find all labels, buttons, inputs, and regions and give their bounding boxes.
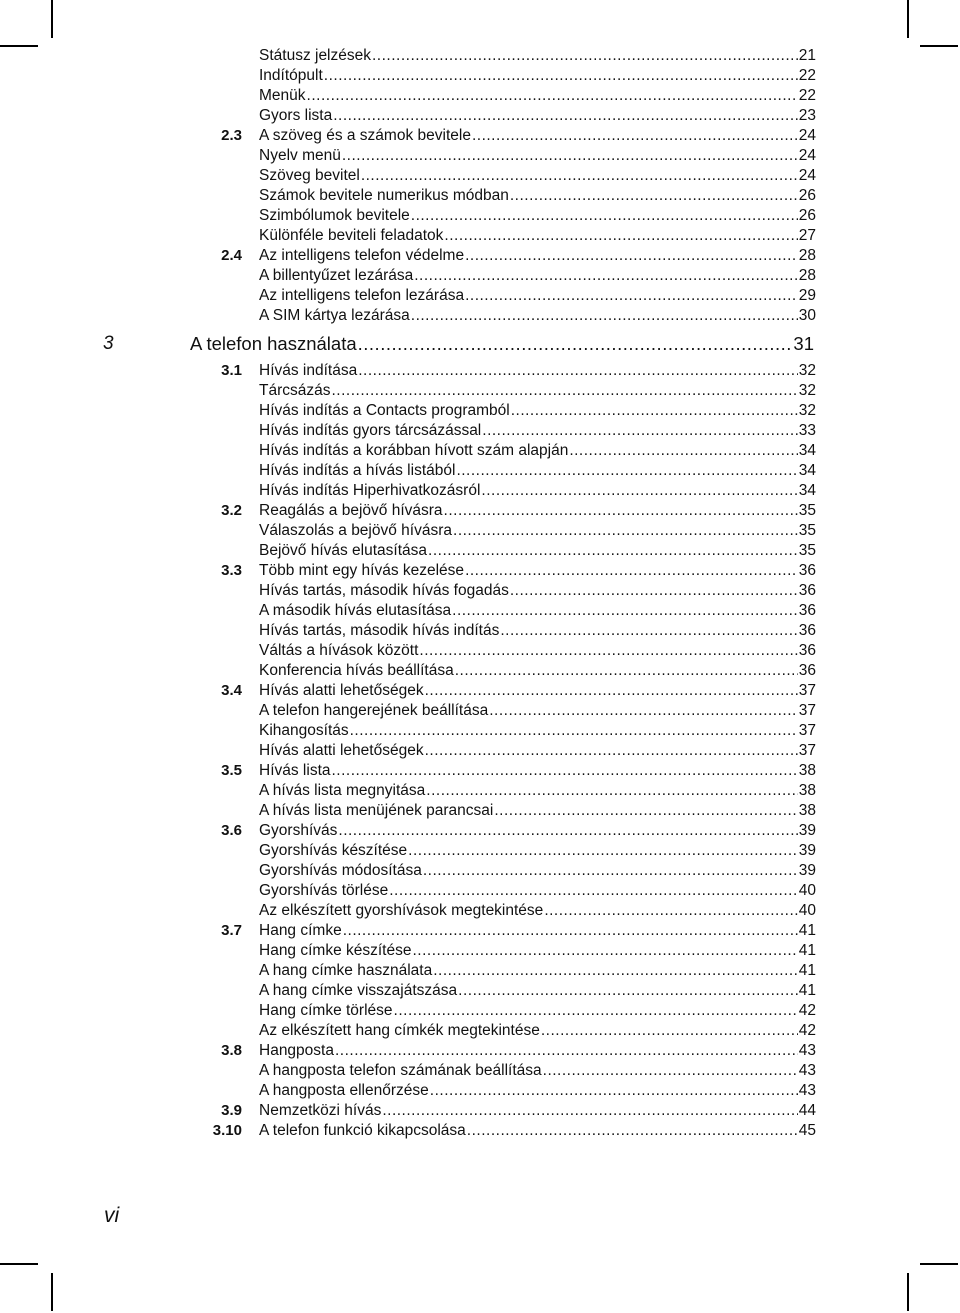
toc-entry[interactable] <box>0 226 960 246</box>
entry-page-number: 24 <box>798 167 816 184</box>
crop-mark <box>0 1263 38 1265</box>
toc-entry-line <box>259 1041 816 1061</box>
toc-entry[interactable] <box>0 601 960 621</box>
entry-title: Tárcsázás <box>259 382 331 399</box>
toc-entry[interactable] <box>0 681 960 701</box>
toc-entry-line <box>259 206 816 226</box>
entry-page-number: 41 <box>798 962 816 979</box>
entry-title: Menük <box>259 87 306 104</box>
crop-mark <box>51 1273 53 1311</box>
toc-entry[interactable] <box>0 126 960 146</box>
toc-entry[interactable] <box>0 801 960 821</box>
entry-title: Az intelligens telefon lezárása <box>259 287 465 304</box>
toc-entry-line <box>259 501 816 521</box>
toc-entry[interactable] <box>0 701 960 721</box>
toc-entry[interactable] <box>0 1021 960 1041</box>
toc-entry-line <box>259 581 816 601</box>
toc-entry-line <box>259 981 816 1001</box>
entry-page-number: 42 <box>798 1022 816 1039</box>
dot-leader <box>444 226 797 246</box>
toc-entry[interactable] <box>0 941 960 961</box>
section-number: 3.4 <box>221 682 242 699</box>
section-number: 3.1 <box>221 362 242 379</box>
toc-entry-line <box>259 146 816 166</box>
toc-entry[interactable] <box>0 166 960 186</box>
dot-leader <box>544 901 797 921</box>
toc-entry-line <box>259 621 816 641</box>
toc-entry-line <box>259 841 816 861</box>
dot-leader <box>342 146 798 166</box>
dot-leader <box>453 521 798 541</box>
dot-leader <box>433 961 798 981</box>
toc-entry[interactable] <box>0 881 960 901</box>
toc-entry-line <box>259 641 816 661</box>
entry-page-number: 37 <box>798 702 816 719</box>
toc-entry[interactable] <box>0 146 960 166</box>
entry-title: A telefon hangerejének beállítása <box>259 702 489 719</box>
toc-chapter-entry[interactable] <box>0 331 960 357</box>
entry-title: Hívás alatti lehetőségek <box>259 742 424 759</box>
entry-title: A hangposta ellenőrzése <box>259 1082 429 1099</box>
entry-title: Gyorshívás készítése <box>259 842 408 859</box>
section-number: 3.10 <box>212 1122 242 1139</box>
dot-leader <box>358 361 798 381</box>
section-number: 3.2 <box>221 502 242 519</box>
dot-leader <box>510 186 798 206</box>
entry-title: Reagálás a bejövő hívásra <box>259 502 443 519</box>
entry-title: Különféle beviteli feladatok <box>259 227 444 244</box>
entry-title: Hívás indítás a korábban hívott szám alapján <box>259 442 569 459</box>
entry-page-number: 24 <box>798 127 816 144</box>
entry-title: A telefon használata <box>190 333 357 354</box>
toc-entry[interactable] <box>0 621 960 641</box>
toc-entry[interactable] <box>0 66 960 86</box>
section-number: 3.5 <box>221 762 242 779</box>
entry-page-number: 34 <box>798 442 816 459</box>
entry-page-number: 36 <box>798 662 816 679</box>
entry-title: Nyelv menü <box>259 147 341 164</box>
toc-entry-line <box>259 226 816 246</box>
entry-title: Számok bevitele numerikus módban <box>259 187 509 204</box>
toc-entry-line <box>259 681 816 701</box>
dot-leader <box>511 401 798 421</box>
entry-page-number: 36 <box>798 562 816 579</box>
toc-entry[interactable] <box>0 901 960 921</box>
toc-entry[interactable] <box>0 481 960 501</box>
toc-entry-line <box>259 246 816 266</box>
entry-title: A hang címke használata <box>259 962 433 979</box>
toc-entry-line <box>259 881 816 901</box>
dot-leader <box>307 86 798 106</box>
dot-leader <box>425 741 798 761</box>
entry-title: Indítópult <box>259 67 323 84</box>
entry-page-number: 35 <box>798 522 816 539</box>
toc-entry-line <box>259 801 816 821</box>
entry-page-number: 30 <box>798 307 816 324</box>
dot-leader <box>541 1021 798 1041</box>
section-number: 3.8 <box>221 1042 242 1059</box>
toc-entry[interactable] <box>0 1121 960 1141</box>
entry-page-number: 36 <box>798 582 816 599</box>
dot-leader <box>543 1061 798 1081</box>
dot-leader <box>510 581 798 601</box>
entry-page-number: 26 <box>798 207 816 224</box>
toc-entry-line <box>259 821 816 841</box>
entry-title: Státusz jelzések <box>259 47 371 64</box>
entry-page-number: 37 <box>798 722 816 739</box>
entry-title: Hívás indítása <box>259 362 358 379</box>
toc-entry-line <box>259 441 816 461</box>
dot-leader <box>430 1081 798 1101</box>
page-number: vi <box>104 1204 120 1227</box>
section-number: 3.7 <box>221 922 242 939</box>
toc-entry[interactable] <box>0 1001 960 1021</box>
dot-leader <box>411 206 798 226</box>
entry-page-number: 35 <box>798 502 816 519</box>
entry-page-number: 31 <box>793 333 814 354</box>
entry-title: Szimbólumok bevitele <box>259 207 410 224</box>
entry-page-number: 22 <box>798 67 816 84</box>
dot-leader <box>419 641 797 661</box>
entry-page-number: 34 <box>798 462 816 479</box>
toc-entry[interactable] <box>0 206 960 226</box>
section-number: 3.9 <box>221 1102 242 1119</box>
toc-entry-line <box>259 401 816 421</box>
entry-title: Nemzetközi hívás <box>259 1102 382 1119</box>
dot-leader <box>465 561 798 581</box>
toc-entry-line <box>259 601 816 621</box>
entry-page-number: 27 <box>798 227 816 244</box>
dot-leader <box>414 266 798 286</box>
toc-entry[interactable] <box>0 401 960 421</box>
entry-title: A hang címke visszajátszása <box>259 982 458 999</box>
chapter-number: 3 <box>103 333 114 354</box>
toc-entry-line <box>190 331 814 357</box>
entry-title: Hívás indítás a Contacts programból <box>259 402 510 419</box>
entry-title: Hívás alatti lehetőségek <box>259 682 424 699</box>
entry-title: A SIM kártya lezárása <box>259 307 410 324</box>
entry-title: A második hívás elutasítása <box>259 602 452 619</box>
dot-leader <box>389 881 798 901</box>
toc-entry[interactable] <box>0 521 960 541</box>
toc-entry[interactable] <box>0 741 960 761</box>
entry-page-number: 23 <box>798 107 816 124</box>
entry-page-number: 22 <box>798 87 816 104</box>
dot-leader <box>332 761 798 781</box>
toc-entry-line <box>259 1061 816 1081</box>
toc-entry-line <box>259 561 816 581</box>
toc-entry[interactable] <box>0 421 960 441</box>
toc-entry[interactable] <box>0 461 960 481</box>
entry-title: Gyorshívás törlése <box>259 882 389 899</box>
toc-entry-line <box>259 381 816 401</box>
entry-page-number: 32 <box>798 362 816 379</box>
entry-title: A telefon funkció kikapcsolása <box>259 1122 466 1139</box>
entry-page-number: 43 <box>798 1082 816 1099</box>
entry-page-number: 43 <box>798 1062 816 1079</box>
toc-entry-line <box>259 1081 816 1101</box>
dot-leader <box>372 46 798 66</box>
toc-entry-line <box>259 1101 816 1121</box>
dot-leader <box>324 66 798 86</box>
dot-leader <box>361 166 798 186</box>
toc-entry-line <box>259 86 816 106</box>
entry-page-number: 29 <box>798 287 816 304</box>
dot-leader <box>426 781 797 801</box>
toc-entry[interactable] <box>0 861 960 881</box>
toc-entry-line <box>259 361 816 381</box>
dot-leader <box>343 921 798 941</box>
entry-title: Hang címke készítése <box>259 942 412 959</box>
toc-entry[interactable] <box>0 721 960 741</box>
entry-title: Az intelligens telefon védelme <box>259 247 465 264</box>
toc-entry[interactable] <box>0 86 960 106</box>
section-number: 3.6 <box>221 822 242 839</box>
entry-page-number: 41 <box>798 982 816 999</box>
toc-entry[interactable] <box>0 381 960 401</box>
dot-leader <box>350 721 798 741</box>
toc-entry-line <box>259 481 816 501</box>
dot-leader <box>335 1041 798 1061</box>
toc-entry[interactable] <box>0 541 960 561</box>
entry-title: Hang címke <box>259 922 342 939</box>
entry-page-number: 28 <box>798 247 816 264</box>
dot-leader <box>412 941 797 961</box>
entry-title: Hívás lista <box>259 762 331 779</box>
toc-entry-line <box>259 46 816 66</box>
toc-entry[interactable] <box>0 306 960 326</box>
entry-page-number: 24 <box>798 147 816 164</box>
dot-leader <box>467 1121 798 1141</box>
toc-entry-line <box>259 961 816 981</box>
entry-title: Kihangosítás <box>259 722 349 739</box>
toc-entry[interactable] <box>0 1101 960 1121</box>
entry-page-number: 26 <box>798 187 816 204</box>
entry-title: A hívás lista menüjének parancsai <box>259 802 494 819</box>
dot-leader <box>444 501 798 521</box>
toc-entry[interactable] <box>0 186 960 206</box>
toc-entry-line <box>259 861 816 881</box>
toc-entry[interactable] <box>0 46 960 66</box>
entry-title: Hívás indítás Hiperhivatkozásról <box>259 482 481 499</box>
dot-leader <box>472 126 798 146</box>
entry-title: Az elkészített gyorshívások megtekintése <box>259 902 544 919</box>
entry-title: A billentyűzet lezárása <box>259 267 414 284</box>
entry-page-number: 38 <box>798 782 816 799</box>
toc-entry[interactable] <box>0 921 960 941</box>
toc-entry-line <box>259 761 816 781</box>
crop-mark <box>51 0 53 38</box>
entry-title: Hangposta <box>259 1042 334 1059</box>
dot-leader <box>458 981 798 1001</box>
toc-entry-line <box>259 661 816 681</box>
toc-entry-line <box>259 66 816 86</box>
dot-leader <box>500 621 797 641</box>
entry-page-number: 43 <box>798 1042 816 1059</box>
entry-title: Gyorshívás módosítása <box>259 862 422 879</box>
toc-entry-line <box>259 521 816 541</box>
toc-entry-line <box>259 901 816 921</box>
toc-entry-line <box>259 941 816 961</box>
toc-entry[interactable] <box>0 761 960 781</box>
toc-entry-line <box>259 461 816 481</box>
entry-title: Hívás tartás, második hívás fogadás <box>259 582 509 599</box>
toc-entry-line <box>259 541 816 561</box>
entry-page-number: 36 <box>798 622 816 639</box>
entry-title: Gyors lista <box>259 107 333 124</box>
toc-entry[interactable] <box>0 286 960 306</box>
toc-entry-line <box>259 186 816 206</box>
dot-leader <box>452 601 798 621</box>
dot-leader <box>358 331 793 357</box>
toc-entry-line <box>259 306 816 326</box>
toc-entry[interactable] <box>0 661 960 681</box>
entry-page-number: 32 <box>798 382 816 399</box>
dot-leader <box>382 1101 797 1121</box>
entry-title: Szöveg bevitel <box>259 167 360 184</box>
entry-page-number: 34 <box>798 482 816 499</box>
entry-page-number: 37 <box>798 742 816 759</box>
dot-leader <box>423 861 798 881</box>
entry-title: A hangposta telefon számának beállítása <box>259 1062 542 1079</box>
dot-leader <box>428 541 798 561</box>
entry-title: Több mint egy hívás kezelése <box>259 562 465 579</box>
entry-page-number: 45 <box>798 1122 816 1139</box>
entry-page-number: 36 <box>798 642 816 659</box>
toc-entry-line <box>259 701 816 721</box>
dot-leader <box>425 681 798 701</box>
dot-leader <box>465 286 798 306</box>
dot-leader <box>481 481 797 501</box>
dot-leader <box>394 1001 798 1021</box>
section-number: 2.3 <box>221 127 242 144</box>
entry-title: Hívás tartás, második hívás indítás <box>259 622 500 639</box>
toc-entry[interactable] <box>0 981 960 1001</box>
entry-page-number: 38 <box>798 802 816 819</box>
dot-leader <box>455 661 798 681</box>
toc-entry[interactable] <box>0 821 960 841</box>
entry-title: Váltás a hívások között <box>259 642 419 659</box>
entry-title: Hang címke törlése <box>259 1002 393 1019</box>
crop-mark <box>907 0 909 38</box>
entry-title: A szöveg és a számok bevitele <box>259 127 471 144</box>
crop-mark <box>920 1263 958 1265</box>
toc-entry[interactable] <box>0 1041 960 1061</box>
entry-page-number: 21 <box>798 47 816 64</box>
toc-entry[interactable] <box>0 246 960 266</box>
dot-leader <box>489 701 798 721</box>
entry-title: Válaszolás a bejövő hívásra <box>259 522 453 539</box>
toc-entry-line <box>259 1121 816 1141</box>
dot-leader <box>408 841 798 861</box>
dot-leader <box>411 306 798 326</box>
toc-entry-line <box>259 286 816 306</box>
toc-entry[interactable] <box>0 501 960 521</box>
toc-entry-line <box>259 166 816 186</box>
entry-page-number: 42 <box>798 1002 816 1019</box>
toc-entry[interactable] <box>0 781 960 801</box>
entry-page-number: 44 <box>798 1102 816 1119</box>
toc-entry[interactable] <box>0 106 960 126</box>
toc-entry-line <box>259 721 816 741</box>
entry-page-number: 41 <box>798 942 816 959</box>
dot-leader <box>569 441 797 461</box>
entry-title: Hívás indítás a hívás listából <box>259 462 456 479</box>
toc-entry[interactable] <box>0 841 960 861</box>
toc-entry[interactable] <box>0 441 960 461</box>
entry-title: Gyorshívás <box>259 822 338 839</box>
toc-entry-line <box>259 781 816 801</box>
toc-entry[interactable] <box>0 1061 960 1081</box>
entry-title: Hívás indítás gyors tárcsázással <box>259 422 482 439</box>
entry-page-number: 39 <box>798 862 816 879</box>
entry-page-number: 39 <box>798 842 816 859</box>
toc-entry[interactable] <box>0 961 960 981</box>
entry-page-number: 41 <box>798 922 816 939</box>
section-number: 3.3 <box>221 562 242 579</box>
entry-page-number: 33 <box>798 422 816 439</box>
toc-entry-line <box>259 741 816 761</box>
entry-page-number: 32 <box>798 402 816 419</box>
entry-page-number: 39 <box>798 822 816 839</box>
entry-page-number: 38 <box>798 762 816 779</box>
toc-entry-line <box>259 126 816 146</box>
dot-leader <box>333 106 798 126</box>
crop-mark <box>907 1273 909 1311</box>
toc-entry[interactable] <box>0 1081 960 1101</box>
dot-leader <box>482 421 797 441</box>
entry-page-number: 28 <box>798 267 816 284</box>
dot-leader <box>465 246 798 266</box>
toc-entry[interactable] <box>0 641 960 661</box>
entry-title: A hívás lista megnyitása <box>259 782 426 799</box>
dot-leader <box>338 821 797 841</box>
toc-entry-line <box>259 1001 816 1021</box>
entry-page-number: 37 <box>798 682 816 699</box>
toc-entry-line <box>259 1021 816 1041</box>
toc-entry-line <box>259 921 816 941</box>
entry-page-number: 40 <box>798 902 816 919</box>
toc-entry-line <box>259 421 816 441</box>
toc-entry[interactable] <box>0 361 960 381</box>
entry-title: Konferencia hívás beállítása <box>259 662 454 679</box>
toc-entry[interactable] <box>0 266 960 286</box>
entry-page-number: 36 <box>798 602 816 619</box>
dot-leader <box>494 801 797 821</box>
dot-leader <box>456 461 797 481</box>
dot-leader <box>332 381 798 401</box>
section-number: 2.4 <box>221 247 242 264</box>
entry-page-number: 35 <box>798 542 816 559</box>
toc-entry[interactable] <box>0 581 960 601</box>
toc-entry-line <box>259 266 816 286</box>
entry-page-number: 40 <box>798 882 816 899</box>
toc-entry[interactable] <box>0 561 960 581</box>
entry-title: Az elkészített hang címkék megtekintése <box>259 1022 540 1039</box>
toc-entry-line <box>259 106 816 126</box>
entry-title: Bejövő hívás elutasítása <box>259 542 428 559</box>
